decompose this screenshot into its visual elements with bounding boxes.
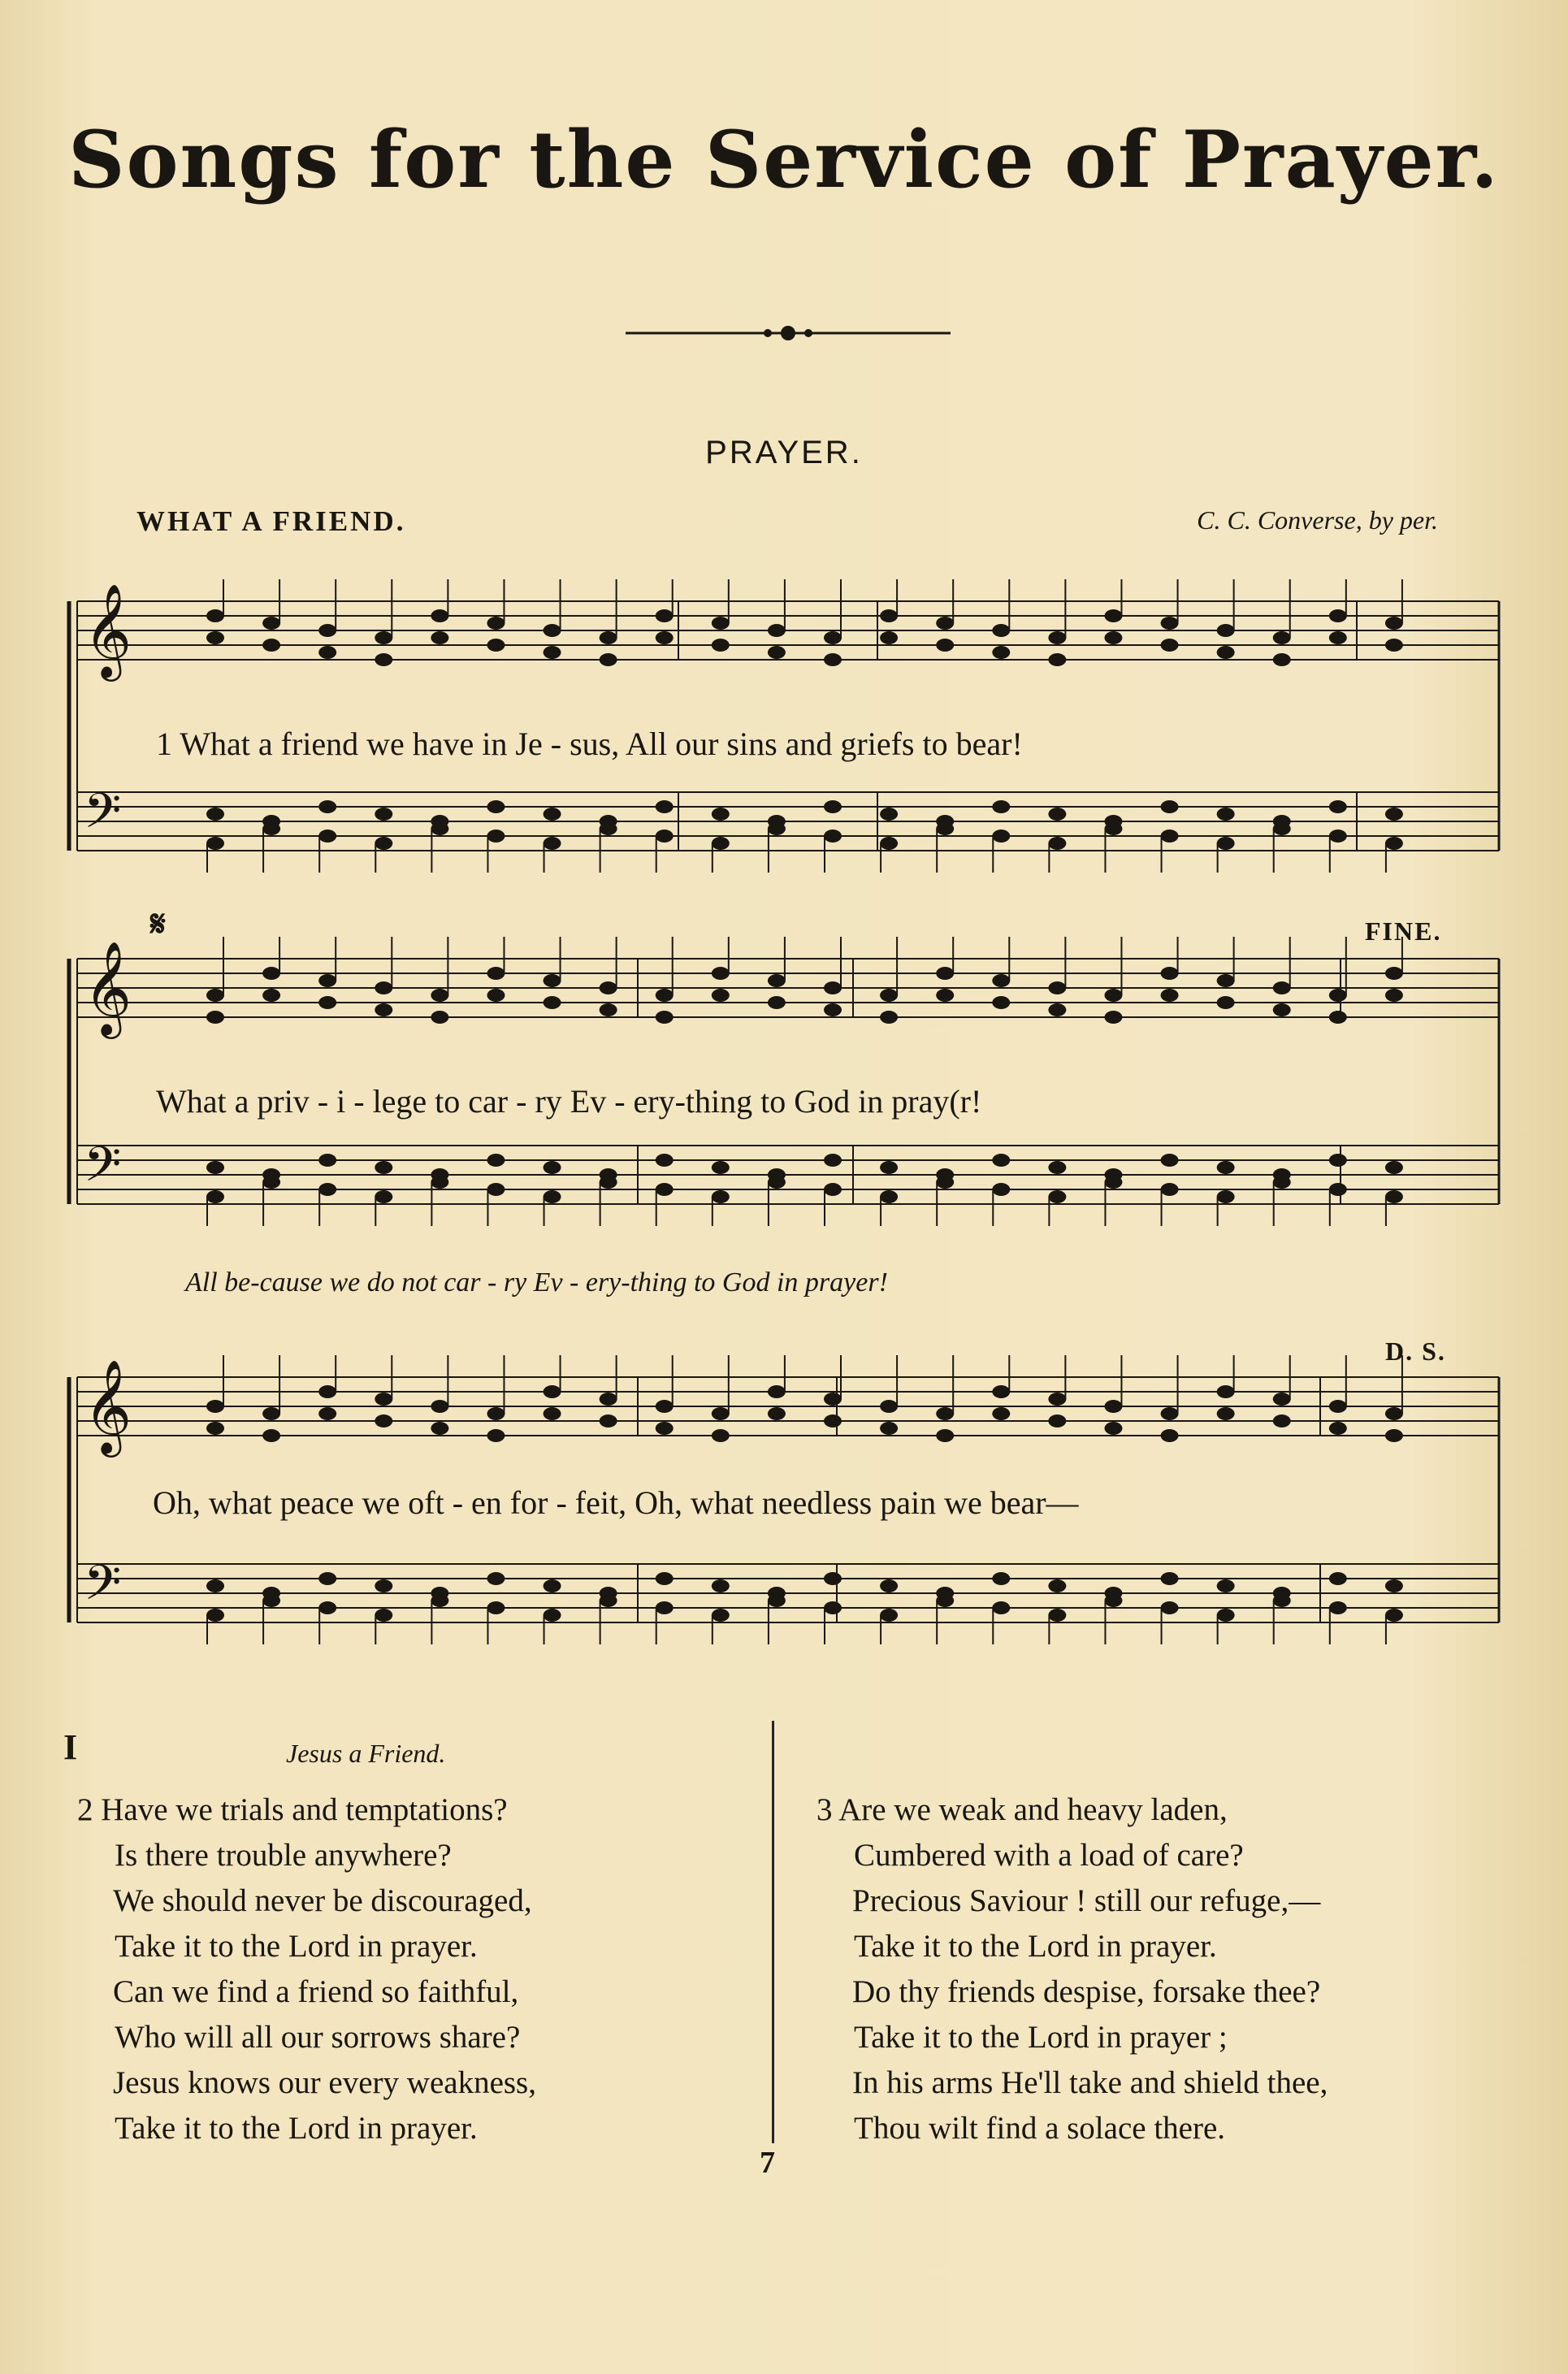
note-head [768,996,786,1009]
note-head [600,653,617,666]
note-head [656,800,674,813]
note-head [318,974,336,987]
note-head [768,1385,786,1398]
note-head [262,617,280,630]
note-head [768,974,786,987]
note-head [487,830,505,843]
note-head [375,653,392,666]
note-head [1161,967,1179,980]
note-head [206,1579,224,1592]
page-title: Songs for the Service of Prayer. [68,114,1500,206]
note-head [1048,1190,1066,1203]
note-head [1385,1190,1403,1203]
note-head [1161,800,1179,813]
note-head [992,1572,1010,1585]
note-head [824,1183,842,1196]
note-head [768,822,786,835]
note-head [318,830,336,843]
note-head [712,808,730,821]
note-head [824,981,842,994]
note-head [375,631,392,644]
note-head [206,1011,224,1024]
note-head [1385,1429,1403,1442]
note-head [712,639,730,652]
note-head [206,609,224,622]
note-head [936,1594,954,1607]
note-head [318,1407,336,1420]
verse-2-line: Is there trouble anywhere? [115,1838,452,1873]
note-head [880,631,898,644]
note-head [824,800,842,813]
fine-mark: FINE. [1365,916,1442,946]
note-head [656,989,674,1002]
note-head [1217,1385,1235,1398]
note-head [992,800,1010,813]
note-head [318,1572,336,1585]
note-head [1048,1393,1066,1406]
tune-name: WHAT A FRIEND. [136,505,406,537]
verse-2-line: Can we find a friend so faithful, [113,1974,519,2009]
note-head [880,1011,898,1024]
composer-credit: C. C. Converse, by per. [1197,505,1438,535]
note-head [824,1393,842,1406]
note-head [936,639,954,652]
verse-2-line: Who will all our sorrows share? [115,2020,521,2055]
note-head [936,989,954,1002]
note-head [656,830,674,843]
note-head [1104,1594,1122,1607]
note-head [544,624,561,637]
note-head [992,1407,1010,1420]
note-head [1385,967,1403,980]
note-head [712,617,730,630]
note-head [824,653,842,666]
note-head [936,1429,954,1442]
lyric-line-1: 1 What a friend we have in Je - sus, All our sins and griefs to bear! [156,726,1023,762]
note-head [487,1183,505,1196]
note-head [1104,1011,1122,1024]
note-head [544,646,561,659]
note-head [1161,617,1179,630]
note-head [600,981,617,994]
note-head [318,1385,336,1398]
note-head [656,1400,674,1413]
bass-clef-icon: 𝄢 [84,782,122,851]
note-head [1217,808,1235,821]
verse-3 [816,1787,1328,2151]
note-head [1329,1154,1347,1167]
note-head [1273,1003,1291,1016]
note-head [992,830,1010,843]
note-head [1273,653,1291,666]
note-head [1385,1579,1403,1592]
verse-2-line: Jesus knows our every weakness, [113,2065,536,2100]
note-head [768,646,786,659]
note-head [1161,1407,1179,1420]
verse-3-line: Precious Saviour ! still our refuge,— [852,1883,1321,1918]
note-head [318,1154,336,1167]
note-head [318,996,336,1009]
note-head [1048,653,1066,666]
note-head [1048,1579,1066,1592]
note-head [1329,1422,1347,1435]
hymn-tag: Jesus a Friend. [286,1739,446,1768]
note-head [544,1407,561,1420]
verse-3-line: 3 Are we weak and heavy laden, [816,1792,1228,1827]
note-head [712,989,730,1002]
note-head [1048,1161,1066,1174]
note-head [1217,646,1235,659]
note-head [1104,822,1122,835]
note-head [880,1422,898,1435]
note-head [824,631,842,644]
note-head [992,1183,1010,1196]
note-head [1104,609,1122,622]
note-head [1385,1161,1403,1174]
note-head [880,1161,898,1174]
note-head [262,1176,280,1189]
verse-3-line: Thou wilt find a solace there. [854,2111,1226,2146]
note-head [487,989,505,1002]
note-head [544,1609,561,1622]
note-head [431,631,448,644]
note-head [1385,1609,1403,1622]
verse-3-line: Cumbered with a load of care? [854,1838,1244,1873]
note-head [1161,989,1179,1002]
note-head [1048,1414,1066,1427]
note-head [206,1609,224,1622]
note-head [656,1011,674,1024]
note-head [544,1161,561,1174]
note-head [712,1190,730,1203]
note-head [262,989,280,1002]
note-head [1048,1609,1066,1622]
note-head [600,631,617,644]
note-head [768,1407,786,1420]
note-head [431,822,448,835]
note-head [262,1429,280,1442]
note-head [431,1011,448,1024]
verse-2-line: We should never be discouraged, [113,1883,532,1918]
note-head [1329,1183,1347,1196]
note-head [1161,1601,1179,1614]
note-head [262,967,280,980]
note-head [1104,1400,1122,1413]
note-head [262,822,280,835]
note-head [1273,1393,1291,1406]
note-head [992,646,1010,659]
note-head [1385,617,1403,630]
note-head [880,808,898,821]
treble-clef-icon: 𝄞 [84,583,132,678]
verse-2-line: Take it to the Lord in prayer. [115,2111,478,2146]
note-head [487,639,505,652]
note-head [1329,989,1347,1002]
note-head [206,808,224,821]
note-head [1273,1414,1291,1427]
verse-2-line: 2 Have we trials and temptations? [77,1792,508,1827]
note-head [1329,609,1347,622]
hymn-number: I [63,1727,78,1767]
note-head [318,624,336,637]
note-head [1217,996,1235,1009]
note-head [880,1400,898,1413]
note-head [544,808,561,821]
note-head [544,1385,561,1398]
note-head [712,837,730,850]
note-head [1161,830,1179,843]
note-head [992,996,1010,1009]
note-head [375,1393,392,1406]
note-head [824,1154,842,1167]
lyric-line-2: What a priv - i - lege to car - ry Ev - ery-thing to God in pray(r! [156,1083,982,1120]
bass-clef-icon: 𝄢 [84,1554,122,1622]
note-head [600,1393,617,1406]
segno-mark: 𝄋 [150,904,167,944]
note-head [1104,631,1122,644]
note-head [1217,1579,1235,1592]
note-head [656,1154,674,1167]
note-head [656,609,674,622]
note-head [1329,1572,1347,1585]
note-head [206,631,224,644]
note-head [375,981,392,994]
note-head [1161,1572,1179,1585]
verse-3-line: Do thy friends despise, forsake thee? [852,1974,1321,2009]
note-head [1161,1183,1179,1196]
note-head [1104,1422,1122,1435]
note-head [600,1176,617,1189]
note-head [1329,1601,1347,1614]
verse-3-line: In his arms He'll take and shield thee, [852,2065,1328,2100]
lyric-line-2-alt: All be-cause we do not car - ry Ev - ery-thing to God in prayer! [185,1267,888,1297]
note-head [375,1414,392,1427]
note-head [712,1609,730,1622]
note-head [1385,989,1403,1002]
note-head [1161,1429,1179,1442]
note-head [487,617,505,630]
note-head [1329,1400,1347,1413]
note-head [375,1609,392,1622]
note-head [544,1579,561,1592]
note-head [262,1407,280,1420]
note-head [1273,822,1291,835]
note-head [544,974,561,987]
note-head [1217,1609,1235,1622]
note-head [992,1601,1010,1614]
note-head [880,609,898,622]
note-head [656,1183,674,1196]
note-head [824,1003,842,1016]
note-head [487,967,505,980]
note-head [1217,837,1235,850]
verse-2-line: Take it to the Lord in prayer. [115,1929,478,1964]
note-head [1385,837,1403,850]
note-head [768,1176,786,1189]
note-head [1217,1190,1235,1203]
verse-2 [77,1787,536,2151]
note-head [656,1422,674,1435]
note-head [1385,808,1403,821]
note-head [1048,808,1066,821]
note-head [318,800,336,813]
note-head [544,837,561,850]
note-head [1217,1407,1235,1420]
note-head [1048,837,1066,850]
note-head [487,800,505,813]
note-head [1329,830,1347,843]
note-head [936,1176,954,1189]
note-head [487,1572,505,1585]
verse-3-line: Take it to the Lord in prayer. [854,1929,1217,1964]
note-head [600,1414,617,1427]
note-head [375,808,392,821]
note-head [768,624,786,637]
note-head [431,989,448,1002]
note-head [824,1414,842,1427]
note-head [880,1609,898,1622]
note-head [880,837,898,850]
note-head [1161,639,1179,652]
note-head [936,1407,954,1420]
column-divider [772,1721,774,2143]
note-head [318,646,336,659]
note-head [712,1429,730,1442]
note-head [1217,1161,1235,1174]
note-head [1329,1011,1347,1024]
note-head [206,989,224,1002]
note-head [1217,974,1235,987]
note-head [1385,1407,1403,1420]
note-head [431,1594,448,1607]
note-head [431,1422,448,1435]
note-head [880,1579,898,1592]
note-head [712,1579,730,1592]
note-head [431,1176,448,1189]
note-head [206,837,224,850]
note-head [375,1579,392,1592]
note-head [992,624,1010,637]
note-head [544,996,561,1009]
page-number: 7 [760,2146,775,2180]
bass-clef-icon: 𝄢 [84,1136,122,1204]
note-head [656,1572,674,1585]
note-head [1048,981,1066,994]
note-head [544,1190,561,1203]
note-head [262,639,280,652]
note-head [1273,1594,1291,1607]
note-head [824,830,842,843]
note-head [768,1594,786,1607]
note-head [318,1183,336,1196]
treble-clef-icon: 𝄞 [84,940,132,1035]
note-head [1329,800,1347,813]
note-head [1273,981,1291,994]
note-head [600,822,617,835]
note-head [1385,639,1403,652]
note-head [1273,1176,1291,1189]
note-head [487,1601,505,1614]
note-head [936,822,954,835]
ds-mark: D. S. [1385,1336,1446,1366]
note-head [206,1400,224,1413]
note-head [600,1594,617,1607]
note-head [206,1422,224,1435]
note-head [712,1161,730,1174]
note-head [1048,1003,1066,1016]
note-head [936,617,954,630]
note-head [206,1161,224,1174]
note-head [992,974,1010,987]
note-head [1104,989,1122,1002]
note-head [487,1154,505,1167]
note-head [936,967,954,980]
note-head [880,989,898,1002]
note-head [992,1154,1010,1167]
note-head [431,1400,448,1413]
note-head [487,1407,505,1420]
note-head [1048,631,1066,644]
note-head [712,1407,730,1420]
note-head [880,1190,898,1203]
treble-clef-icon: 𝄞 [84,1358,132,1453]
note-head [600,1003,617,1016]
note-head [824,1601,842,1614]
section-heading: PRAYER. [705,435,863,470]
note-head [375,1003,392,1016]
lyric-line-3: Oh, what peace we oft - en for - feit, Oh, what needless pain we bear— [153,1484,1079,1521]
note-head [656,1601,674,1614]
note-head [1217,624,1235,637]
note-head [375,837,392,850]
note-head [1329,631,1347,644]
note-head [206,1190,224,1203]
note-head [1273,631,1291,644]
note-head [487,1429,505,1442]
note-head [375,1161,392,1174]
note-head [712,967,730,980]
note-head [431,609,448,622]
note-head [1104,1176,1122,1189]
note-head [262,1594,280,1607]
note-head [375,1190,392,1203]
note-head [992,1385,1010,1398]
note-head [318,1601,336,1614]
verse-3-line: Take it to the Lord in prayer ; [854,2020,1228,2055]
note-head [1161,1154,1179,1167]
note-head [824,1572,842,1585]
note-head [656,631,674,644]
